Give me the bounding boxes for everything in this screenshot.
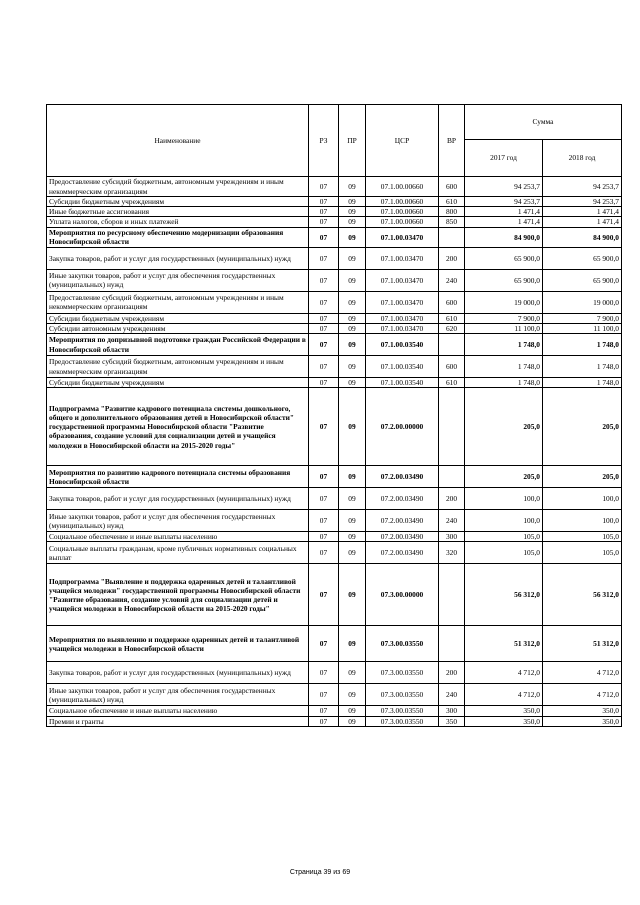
cell-pr: 09 <box>339 269 366 291</box>
cell-pr: 09 <box>339 532 366 542</box>
cell-name: Закупка товаров, работ и услуг для государственных (муниципальных) нужд <box>47 247 309 269</box>
cell-amount-2017: 205,0 <box>465 388 543 466</box>
table-row <box>47 291 622 313</box>
table-row <box>47 706 622 716</box>
cell-rz: 07 <box>309 197 339 207</box>
cell-vr: 240 <box>439 269 465 291</box>
cell-name: Закупка товаров, работ и услуг для государственных (муниципальных) нужд <box>47 662 309 684</box>
cell-amount-2018: 11 100,0 <box>543 323 622 333</box>
cell-name: Предоставление субсидий бюджетным, автономным учреждениям и иным некоммерческим организациям <box>47 177 309 197</box>
cell-rz: 07 <box>309 684 339 706</box>
cell-name: Уплата налогов, сборов и иных платежей <box>47 217 309 227</box>
cell-csr: 07.2.00.03490 <box>366 488 439 510</box>
cell-amount-2017: 4 712,0 <box>465 684 543 706</box>
cell-amount-2017: 19 000,0 <box>465 291 543 313</box>
cell-rz: 07 <box>309 291 339 313</box>
cell-csr: 07.3.00.03550 <box>366 662 439 684</box>
cell-name: Мероприятия по развитию кадрового потенциала системы образования Новосибирской области <box>47 466 309 488</box>
cell-amount-2017: 100,0 <box>465 510 543 532</box>
cell-name: Иные закупки товаров, работ и услуг для обеспечения государственных (муниципальных) нужд <box>47 510 309 532</box>
cell-amount-2018: 100,0 <box>543 510 622 532</box>
cell-csr: 07.1.00.03540 <box>366 378 439 388</box>
cell-amount-2017: 100,0 <box>465 488 543 510</box>
cell-vr: 200 <box>439 662 465 684</box>
cell-amount-2017: 1 748,0 <box>465 356 543 378</box>
cell-pr: 09 <box>339 207 366 217</box>
cell-amount-2017: 11 100,0 <box>465 323 543 333</box>
cell-vr: 200 <box>439 488 465 510</box>
cell-csr: 07.2.00.03490 <box>366 466 439 488</box>
cell-csr: 07.1.00.03540 <box>366 334 439 356</box>
header-year-2018: 2018 год <box>543 140 622 177</box>
cell-vr <box>439 388 465 466</box>
header-sum: Сумма <box>465 105 622 140</box>
cell-amount-2017: 1 471,4 <box>465 207 543 217</box>
cell-rz: 07 <box>309 488 339 510</box>
cell-pr: 09 <box>339 197 366 207</box>
cell-vr: 610 <box>439 313 465 323</box>
table-row <box>47 207 622 217</box>
cell-rz: 07 <box>309 564 339 626</box>
cell-csr: 07.2.00.03490 <box>366 532 439 542</box>
cell-amount-2018: 65 900,0 <box>543 269 622 291</box>
header-name: Наименование <box>47 105 309 177</box>
cell-csr: 07.1.00.03470 <box>366 313 439 323</box>
cell-pr: 09 <box>339 684 366 706</box>
cell-csr: 07.1.00.03540 <box>366 356 439 378</box>
cell-csr: 07.1.00.00660 <box>366 197 439 207</box>
cell-name: Мероприятия по ресурсному обеспечению модернизации образования Новосибирской области <box>47 227 309 247</box>
cell-amount-2018: 1 471,4 <box>543 217 622 227</box>
cell-csr: 07.1.00.03470 <box>366 247 439 269</box>
cell-vr: 600 <box>439 291 465 313</box>
cell-name: Социальное обеспечение и иные выплаты населению <box>47 532 309 542</box>
cell-name: Мероприятия по допризывной подготовке граждан Российской Федерации в Новосибирской области <box>47 334 309 356</box>
cell-csr: 07.3.00.03550 <box>366 716 439 726</box>
cell-amount-2017: 350,0 <box>465 716 543 726</box>
header-year-2017: 2017 год <box>465 140 543 177</box>
cell-amount-2017: 1 748,0 <box>465 378 543 388</box>
cell-amount-2018: 205,0 <box>543 388 622 466</box>
cell-rz: 07 <box>309 510 339 532</box>
cell-pr: 09 <box>339 662 366 684</box>
cell-amount-2017: 84 900,0 <box>465 227 543 247</box>
table-row <box>47 388 622 466</box>
cell-rz: 07 <box>309 626 339 662</box>
table-row <box>47 716 622 726</box>
cell-pr: 09 <box>339 323 366 333</box>
cell-vr: 240 <box>439 684 465 706</box>
cell-rz: 07 <box>309 177 339 197</box>
header-rz: РЗ <box>309 105 339 177</box>
cell-pr: 09 <box>339 388 366 466</box>
cell-vr: 350 <box>439 716 465 726</box>
header-vr: ВР <box>439 105 465 177</box>
cell-rz: 07 <box>309 313 339 323</box>
cell-vr <box>439 334 465 356</box>
table-row <box>47 662 622 684</box>
cell-rz: 07 <box>309 532 339 542</box>
table-row <box>47 197 622 207</box>
table-row <box>47 313 622 323</box>
cell-vr: 200 <box>439 247 465 269</box>
cell-amount-2018: 105,0 <box>543 542 622 564</box>
cell-name: Иные закупки товаров, работ и услуг для обеспечения государственных (муниципальных) нужд <box>47 269 309 291</box>
cell-amount-2017: 4 712,0 <box>465 662 543 684</box>
cell-pr: 09 <box>339 313 366 323</box>
cell-pr: 09 <box>339 177 366 197</box>
table-row <box>47 510 622 532</box>
cell-amount-2018: 350,0 <box>543 706 622 716</box>
cell-amount-2018: 65 900,0 <box>543 247 622 269</box>
cell-amount-2017: 105,0 <box>465 532 543 542</box>
cell-rz: 07 <box>309 466 339 488</box>
cell-csr: 07.1.00.00660 <box>366 217 439 227</box>
page-number: Страница 39 из 69 <box>289 869 351 876</box>
cell-pr: 09 <box>339 291 366 313</box>
table-row <box>47 564 622 626</box>
cell-amount-2018: 4 712,0 <box>543 684 622 706</box>
cell-vr: 600 <box>439 356 465 378</box>
cell-csr: 07.2.00.03490 <box>366 510 439 532</box>
cell-name: Иные закупки товаров, работ и услуг для обеспечения государственных (муниципальных) нужд <box>47 684 309 706</box>
cell-name: Премии и гранты <box>47 716 309 726</box>
cell-amount-2018: 94 253,7 <box>543 177 622 197</box>
cell-csr: 07.1.00.03470 <box>366 227 439 247</box>
cell-rz: 07 <box>309 662 339 684</box>
cell-rz: 07 <box>309 247 339 269</box>
cell-amount-2018: 105,0 <box>543 532 622 542</box>
cell-csr: 07.1.00.00660 <box>366 207 439 217</box>
cell-amount-2017: 1 471,4 <box>465 217 543 227</box>
cell-vr: 300 <box>439 532 465 542</box>
cell-csr: 07.1.00.03470 <box>366 291 439 313</box>
cell-rz: 07 <box>309 542 339 564</box>
cell-amount-2018: 4 712,0 <box>543 662 622 684</box>
cell-pr: 09 <box>339 217 366 227</box>
cell-pr: 09 <box>339 334 366 356</box>
table-row <box>47 177 622 197</box>
cell-pr: 09 <box>339 356 366 378</box>
cell-amount-2018: 7 900,0 <box>543 313 622 323</box>
cell-rz: 07 <box>309 378 339 388</box>
cell-rz: 07 <box>309 716 339 726</box>
cell-amount-2018: 56 312,0 <box>543 564 622 626</box>
cell-vr: 300 <box>439 706 465 716</box>
cell-name: Мероприятия по выявлению и поддержке одаренных детей и талантливой учащейся молодежи в Новосибирской области <box>47 626 309 662</box>
cell-amount-2018: 1 471,4 <box>543 207 622 217</box>
cell-pr: 09 <box>339 542 366 564</box>
cell-vr: 320 <box>439 542 465 564</box>
cell-amount-2017: 1 748,0 <box>465 334 543 356</box>
cell-pr: 09 <box>339 227 366 247</box>
cell-amount-2018: 350,0 <box>543 716 622 726</box>
cell-name: Субсидии бюджетным учреждениям <box>47 313 309 323</box>
cell-csr: 07.3.00.03550 <box>366 626 439 662</box>
cell-name: Предоставление субсидий бюджетным, автономным учреждениям и иным некоммерческим организациям <box>47 356 309 378</box>
cell-pr: 09 <box>339 626 366 662</box>
cell-pr: 09 <box>339 706 366 716</box>
table-row <box>47 269 622 291</box>
cell-csr: 07.3.00.03550 <box>366 706 439 716</box>
header-pr: ПР <box>339 105 366 177</box>
cell-csr: 07.2.00.00000 <box>366 388 439 466</box>
cell-amount-2017: 7 900,0 <box>465 313 543 323</box>
cell-amount-2017: 94 253,7 <box>465 197 543 207</box>
cell-csr: 07.1.00.00660 <box>366 177 439 197</box>
table-row <box>47 356 622 378</box>
cell-amount-2017: 65 900,0 <box>465 247 543 269</box>
cell-pr: 09 <box>339 564 366 626</box>
table-row <box>47 323 622 333</box>
table-row <box>47 542 622 564</box>
cell-pr: 09 <box>339 466 366 488</box>
table-row <box>47 488 622 510</box>
cell-name: Иные бюджетные ассигнования <box>47 207 309 217</box>
header-csr: ЦСР <box>366 105 439 177</box>
table-row <box>47 532 622 542</box>
cell-vr: 800 <box>439 207 465 217</box>
cell-amount-2018: 205,0 <box>543 466 622 488</box>
cell-name: Социальное обеспечение и иные выплаты населению <box>47 706 309 716</box>
cell-name: Субсидии бюджетным учреждениям <box>47 197 309 207</box>
cell-amount-2017: 94 253,7 <box>465 177 543 197</box>
cell-amount-2017: 105,0 <box>465 542 543 564</box>
budget-table <box>46 104 622 727</box>
cell-vr: 610 <box>439 378 465 388</box>
cell-vr <box>439 466 465 488</box>
cell-rz: 07 <box>309 227 339 247</box>
cell-rz: 07 <box>309 706 339 716</box>
cell-amount-2018: 84 900,0 <box>543 227 622 247</box>
table-row <box>47 334 622 356</box>
cell-amount-2018: 51 312,0 <box>543 626 622 662</box>
table-row <box>47 378 622 388</box>
cell-vr <box>439 564 465 626</box>
cell-amount-2018: 1 748,0 <box>543 378 622 388</box>
cell-rz: 07 <box>309 269 339 291</box>
table-row <box>47 626 622 662</box>
cell-rz: 07 <box>309 207 339 217</box>
cell-amount-2018: 94 253,7 <box>543 197 622 207</box>
cell-pr: 09 <box>339 510 366 532</box>
cell-rz: 07 <box>309 217 339 227</box>
cell-name: Предоставление субсидий бюджетным, автономным учреждениям и иным некоммерческим организациям <box>47 291 309 313</box>
cell-vr: 610 <box>439 197 465 207</box>
table-row <box>47 247 622 269</box>
cell-csr: 07.1.00.03470 <box>366 323 439 333</box>
cell-pr: 09 <box>339 378 366 388</box>
cell-vr: 240 <box>439 510 465 532</box>
cell-amount-2018: 1 748,0 <box>543 334 622 356</box>
cell-amount-2017: 65 900,0 <box>465 269 543 291</box>
cell-amount-2018: 1 748,0 <box>543 356 622 378</box>
cell-csr: 07.3.00.03550 <box>366 684 439 706</box>
table-row <box>47 227 622 247</box>
cell-csr: 07.1.00.03470 <box>366 269 439 291</box>
cell-vr <box>439 227 465 247</box>
cell-rz: 07 <box>309 356 339 378</box>
cell-name: Субсидии бюджетным учреждениям <box>47 378 309 388</box>
cell-amount-2017: 205,0 <box>465 466 543 488</box>
table-row <box>47 466 622 488</box>
cell-amount-2017: 56 312,0 <box>465 564 543 626</box>
cell-amount-2018: 19 000,0 <box>543 291 622 313</box>
cell-pr: 09 <box>339 247 366 269</box>
cell-name: Закупка товаров, работ и услуг для государственных (муниципальных) нужд <box>47 488 309 510</box>
cell-csr: 07.3.00.00000 <box>366 564 439 626</box>
cell-vr: 620 <box>439 323 465 333</box>
table-row <box>47 217 622 227</box>
cell-name: Подпрограмма "Выявление и поддержка одаренных детей и талантливой учащейся молодежи" государственной программы Новосибирской области "Развитие образования, создание условий для социализации детей и учащейся молодежи в Новосибирской области на 2015-2020 годы" <box>47 564 309 626</box>
table-row <box>47 684 622 706</box>
cell-name: Социальные выплаты гражданам, кроме публичных нормативных социальных выплат <box>47 542 309 564</box>
cell-pr: 09 <box>339 716 366 726</box>
cell-amount-2017: 350,0 <box>465 706 543 716</box>
cell-vr: 600 <box>439 177 465 197</box>
cell-rz: 07 <box>309 388 339 466</box>
cell-pr: 09 <box>339 488 366 510</box>
table-body <box>47 177 622 727</box>
cell-name: Субсидии автономным учреждениям <box>47 323 309 333</box>
cell-vr <box>439 626 465 662</box>
cell-amount-2018: 100,0 <box>543 488 622 510</box>
cell-rz: 07 <box>309 334 339 356</box>
cell-csr: 07.2.00.03490 <box>366 542 439 564</box>
cell-amount-2017: 51 312,0 <box>465 626 543 662</box>
cell-vr: 850 <box>439 217 465 227</box>
cell-name: Подпрограмма "Развитие кадрового потенциала системы дошкольного, общего и дополнительного образования детей в Новосибирской области" государственной программы Новосибирской области "Развитие образования, создание условий для социализации детей и учащейся молодежи в Новосибирской области на 2015-2020 годы" <box>47 388 309 466</box>
cell-rz: 07 <box>309 323 339 333</box>
